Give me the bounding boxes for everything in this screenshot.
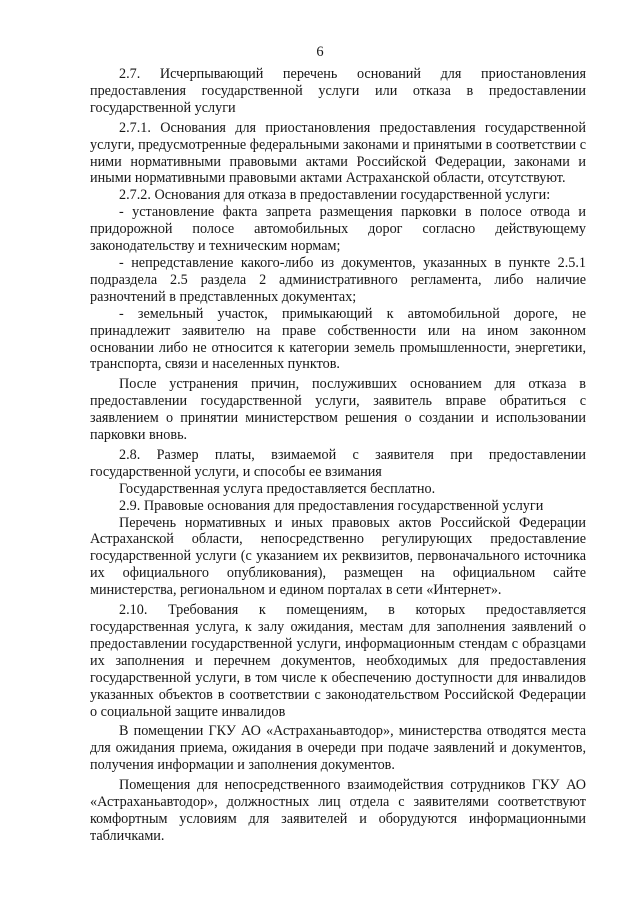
fee-paragraph: Государственная услуга предоставляется бесплатно.	[119, 480, 436, 497]
section-2-7-heading: 2.7. Исчерпывающий перечень оснований для приостановления предоставления государственной услуги или отказа в предоставлении государственной услуги	[90, 66, 586, 116]
section-2-7-1-paragraph: 2.7.1. Основания для приостановления предоставления государственной услуги, предусмотренные федеральными законами и принятыми в соответствии с ними нормативными правовыми актами Российской Федерации, законами и иными нормативными правовыми актами Астраханской области, отсутствуют.	[90, 119, 586, 187]
waiting-area-paragraph: В помещении ГКУ АО «Астраханьавтодор», министерства отводятся места для ожидания приема, ожидания в очереди при подаче заявлений и документов, получения информации и заполнения документов.	[90, 723, 586, 774]
reapplication-paragraph: После устранения причин, послуживших основанием для отказа в предоставлении государственной услуги, заявитель вправе обратиться с заявлением о принятии министерством решения о создании и использовании парковки вновь.	[90, 376, 586, 444]
section-2-10-heading: 2.10. Требования к помещениям, в которых предоставляется государственная услуга, к залу ожидания, местам для заполнения заявлений о предоставлении государственной услуги, информационным стендам с образцами их заполнения и перечнем документов, необходимых для предоставления государственной услуги, в том числе к обеспечению доступности для инвалидов указанных объектов в соответствии с законодательством Российской Федерации о социальной защите инвалидов	[90, 602, 586, 720]
premises-paragraph: Помещения для непосредственного взаимодействия сотрудников ГКУ АО «Астраханьавтодор», должностных лиц отдела с заявителями соответствуют комфортным условиям для заявителей и оборудуются информационными табличками.	[90, 777, 586, 844]
legal-acts-paragraph: Перечень нормативных и иных правовых актов Российской Федерации Астраханской области, непосредственно регулирующих предоставление государственной услуги (с указанием их реквизитов, первоначального источника их официального опубликования), размещен на официальном сайте министерства, региональном и едином порталах в сети «Интернет».	[90, 514, 586, 599]
section-2-7-2-heading: 2.7.2. Основания для отказа в предоставлении государственной услуги:	[119, 187, 551, 204]
refusal-ground-item: - непредставление какого-либо из документов, указанных в пункте 2.5.1 подраздела 2.5 раздела 2 административного регламента, либо наличие разночтений в представленных документах;	[90, 254, 586, 305]
refusal-ground-item: - установление факта запрета размещения парковки в полосе отвода и придорожной полосе автомобильных дорог согласно действующему законодательству и техническим нормам;	[90, 204, 586, 255]
section-2-8-heading: 2.8. Размер платы, взимаемой с заявителя при предоставлении государственной услуги, и способы ее взимания	[90, 446, 586, 480]
page-number: 6	[316, 44, 324, 60]
section-2-9-heading: 2.9. Правовые основания для предоставления государственной услуги	[119, 497, 544, 514]
document-body	[90, 66, 586, 845]
refusal-ground-item: - земельный участок, примыкающий к автомобильной дороге, не принадлежит заявителю на праве собственности или на ином законном основании либо не относится к категории земель промышленности, энергетики, транспорта, связи и населенных пунктов.	[90, 305, 586, 373]
